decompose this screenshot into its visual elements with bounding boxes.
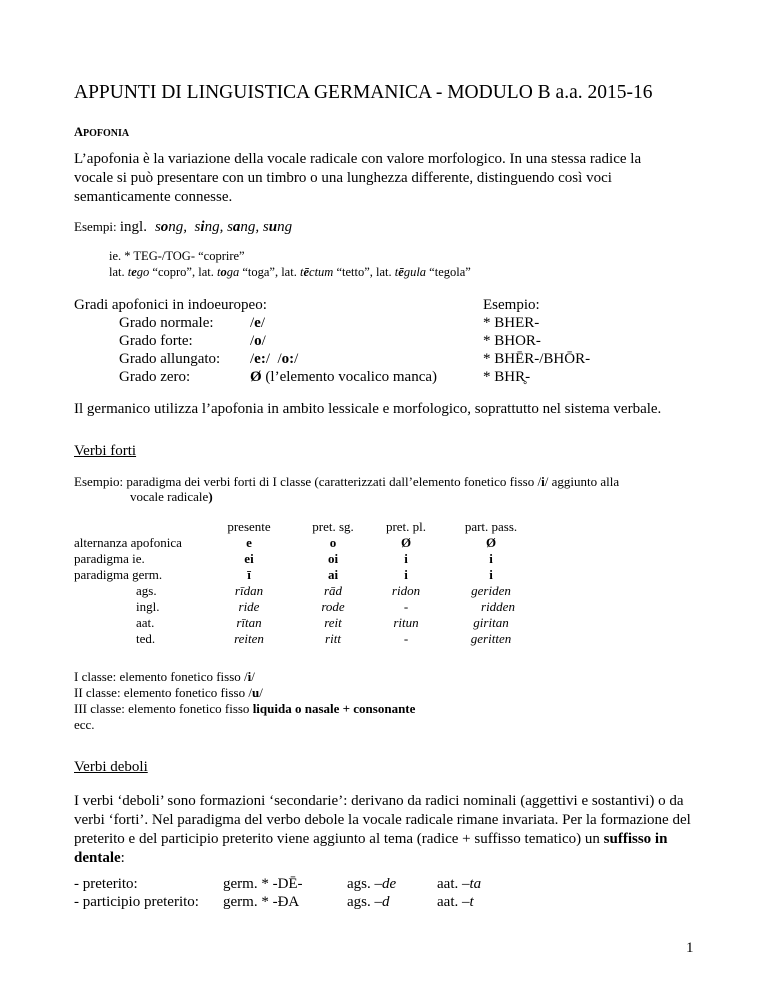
paradigma-intro: Esempio: paradigma dei verbi forti di I classe (caratterizzati dall’elemento fonetico fisso /i/ aggiunto alla: [74, 474, 620, 489]
suffix-row-label: - participio preterito:: [74, 894, 199, 910]
section-heading-verbi-forti: Verbi forti: [74, 443, 137, 459]
suffix-row-ags: ags. –de: [347, 876, 397, 892]
table-row: paradigma ie. ei oi i i: [74, 551, 493, 566]
suffix-row-germ: germ. * -DĒ-: [223, 876, 303, 892]
classe-line: II classe: elemento fonetico fisso /u/: [74, 685, 263, 700]
verbi-deboli-paragraph: I verbi ‘deboli’ sono formazioni ‘secondarie’: derivano da radici nominali (aggettivi e sostantivi) o da verbi ‘forti’. Nel paradigma del verbo debole la vocale radicale rimane invariata. Per la formazione del preterito e del participio preterito viene aggiunto al tema (radice + suffisso tematico) un suffisso in dentale:: [74, 793, 691, 866]
table-row: ingl. ride rode - ridden: [136, 599, 515, 614]
table-row: aat. rītan reit ritun giritan: [136, 615, 509, 630]
table-row: ted. reiten ritt - geritten: [136, 631, 512, 646]
suffix-row-aat: aat. –t: [437, 894, 474, 910]
grado-label: Grado normale:: [119, 315, 214, 331]
table-row: ags. rīdan rād ridon geriden: [136, 583, 511, 598]
grado-value: /o/: [250, 333, 266, 349]
column-header: pret. pl.: [385, 519, 427, 534]
grado-label: Grado forte:: [119, 333, 193, 349]
table-row: paradigma germ. ī ai i i: [74, 567, 493, 582]
page-number: 1: [686, 940, 694, 956]
grado-example: * BHĒR-/BHŌR-: [483, 351, 591, 367]
grado-example: * BHOR-: [483, 333, 541, 349]
suffix-row-germ: germ. * -ÐA: [223, 894, 300, 910]
grado-label: Grado allungato:: [119, 351, 221, 367]
paradigma-table: [74, 519, 537, 647]
ie-example-line: ie. * TEG-/TOG- “coprire”: [109, 249, 245, 263]
germanico-line: Il germanico utilizza l’apofonia in ambito lessicale e morfologico, soprattutto nel sistema verbale.: [74, 401, 662, 417]
suffix-row-aat: aat. –ta: [437, 876, 482, 892]
classe-line: I classe: elemento fonetico fisso /i/: [74, 669, 255, 684]
apofonia-paragraph: L’apofonia è la variazione della vocale radicale con valore morfologico. In una stessa radice la vocale si può presentare con un timbro o una lunghezza differente, distinguendo così voci semanticamente connesse.: [74, 151, 642, 205]
column-header: pret. sg.: [312, 519, 354, 534]
suffix-row-ags: ags. –d: [347, 894, 390, 910]
table-header-row: [74, 519, 537, 535]
section-heading-verbi-deboli: Verbi deboli: [74, 759, 148, 775]
gradi-heading: Gradi apofonici in indoeuropeo:: [74, 297, 267, 313]
section-heading-apofonia: APOFONIA: [74, 125, 130, 139]
classe-line: ecc.: [74, 717, 95, 732]
grado-label: Grado zero:: [119, 369, 191, 385]
grado-value: /e:/ /o:/: [250, 351, 299, 367]
grado-value: Ø (l’elemento vocalico manca): [250, 369, 437, 385]
column-header: part. pass.: [464, 519, 518, 534]
column-header: presente: [227, 519, 271, 534]
suffix-row-label: - preterito:: [74, 876, 138, 892]
table-row: alternanza apofonica e o Ø Ø: [74, 535, 497, 550]
grado-value: /e/: [250, 315, 266, 331]
esempi-line: Esempi: ingl. song, sing, sang, sung: [74, 219, 293, 235]
grado-example: * BHER-: [483, 315, 540, 331]
esempio-heading: Esempio:: [483, 297, 540, 313]
page-title: APPUNTI DI LINGUISTICA GERMANICA - MODULO B a.a. 2015-16: [74, 82, 653, 103]
lat-example-line: lat. tego “copro”, lat. toga “toga”, lat. tēctum “tetto”, lat. tēgula “tegola”: [109, 265, 471, 279]
classe-line: III classe: elemento fonetico fisso liquida o nasale + consonante: [74, 701, 416, 716]
grado-example: * BHR̥-: [483, 369, 531, 385]
paradigma-intro-cont: vocale radicale): [130, 489, 213, 504]
